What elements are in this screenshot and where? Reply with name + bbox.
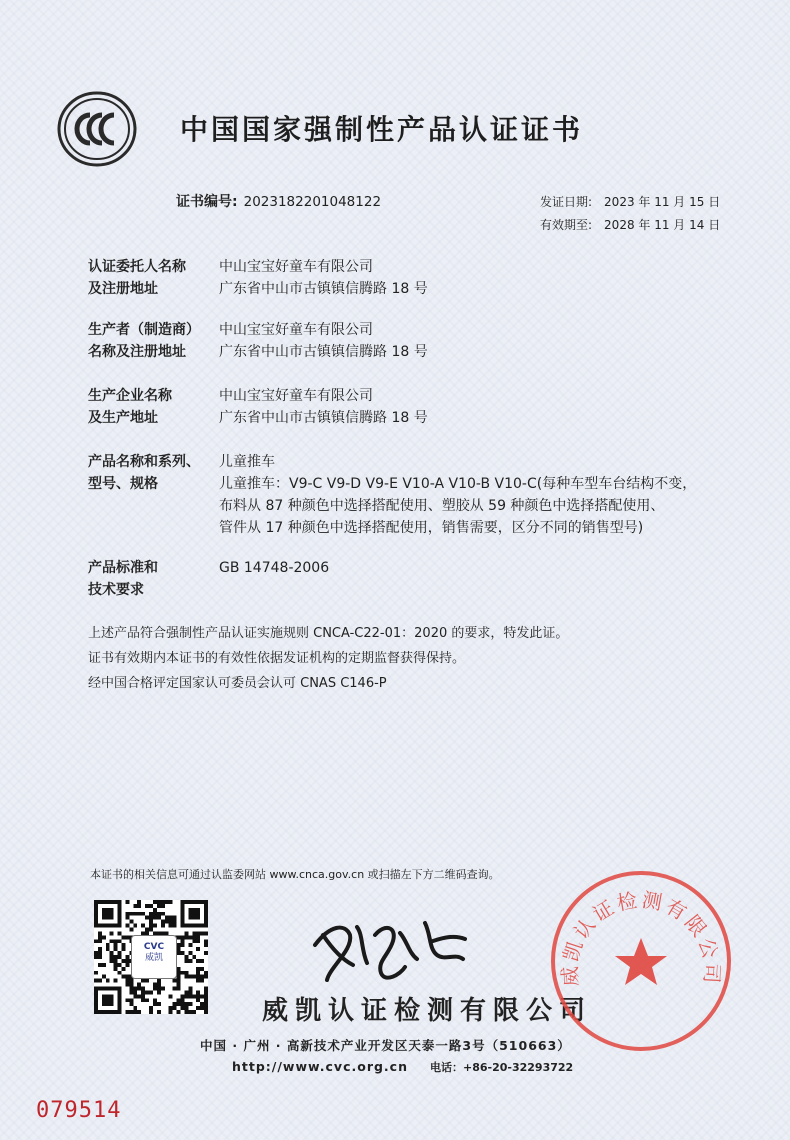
cvc-badge: [131, 935, 177, 979]
ccc-mark-icon: [56, 88, 138, 170]
field-label: 生产者（制造商） 名称及注册地址: [88, 322, 200, 360]
signature-icon: [305, 905, 475, 990]
verification-notice: 本证书的相关信息可通过认监委网站 www.cnca.gov.cn 或扫描左下方二维码查询。: [90, 868, 500, 881]
issue-date-label: 发证日期:: [540, 195, 593, 209]
field-value: 儿童推车 儿童推车：V9-C V9-D V9-E V10-A V10-B V10-C(每种车型车台结构不变， 布料从 87 种颜色中选择搭配使用、塑胶从 59 种颜色中选择搭配使用、 管件从 17 种颜色中选择搭配使用，销售需要，区分不同的销售型号): [219, 454, 697, 536]
certificate-number-value: 2023182201048122: [243, 194, 382, 210]
field-factory: [88, 385, 728, 431]
certificate-number: [176, 191, 381, 211]
expiry-date-label: 有效期至:: [540, 218, 593, 232]
field-standard: [88, 557, 728, 603]
statement-line: 证书有效期内本证书的有效性依据发证机构的定期监督获得保持。: [88, 651, 466, 666]
certificate-number-label: 证书编号:: [176, 194, 238, 210]
field-label: 认证委托人名称 及注册地址: [88, 259, 186, 297]
certificate-title: 中国国家强制性产品认证证书: [180, 113, 584, 146]
statement-line: 上述产品符合强制性产品认证实施规则 CNCA-C22-01：2020 的要求，特发此证。: [88, 626, 569, 641]
certificate-dates: [540, 191, 720, 237]
field-product: [88, 451, 728, 541]
field-label: 产品名称和系列、 型号、规格: [88, 454, 200, 492]
serial-number: 079514: [36, 1098, 122, 1123]
issuer-address: 中国 · 广州 · 高新技术产业开发区天泰一路3号（510663）: [200, 1038, 571, 1053]
cvc-badge-logo: CVC: [143, 942, 165, 952]
cvc-badge-name: 威凯: [144, 953, 163, 964]
field-value: 中山宝宝好童车有限公司 广东省中山市古镇镇信腾路 18 号: [219, 388, 428, 426]
issue-date-value: 2023 年 11 月 15 日: [604, 195, 721, 209]
expiry-date-value: 2028 年 11 月 14 日: [604, 218, 721, 232]
statement-line: 经中国合格评定国家认可委员会认可 CNAS C146-P: [88, 676, 387, 691]
field-value: 中山宝宝好童车有限公司 广东省中山市古镇镇信腾路 18 号: [219, 322, 428, 360]
field-label: 生产企业名称 及生产地址: [88, 388, 172, 426]
field-label: 产品标准和 技术要求: [88, 560, 158, 598]
field-value: GB 14748-2006: [219, 560, 330, 576]
certificate-statements: [88, 621, 568, 696]
issuer-phone: 电话：+86-20-32293722: [430, 1061, 574, 1074]
field-applicant: [88, 256, 728, 302]
field-value: 中山宝宝好童车有限公司 广东省中山市古镇镇信腾路 18 号: [219, 259, 428, 297]
official-seal-icon: [548, 868, 734, 1054]
field-manufacturer: [88, 319, 728, 365]
issuer-website[interactable]: http://www.cvc.org.cn: [232, 1059, 408, 1074]
seal-text: 威凯认证检测有限公司: [557, 887, 725, 987]
issuer-name: 威凯认证检测有限公司: [262, 996, 593, 1026]
